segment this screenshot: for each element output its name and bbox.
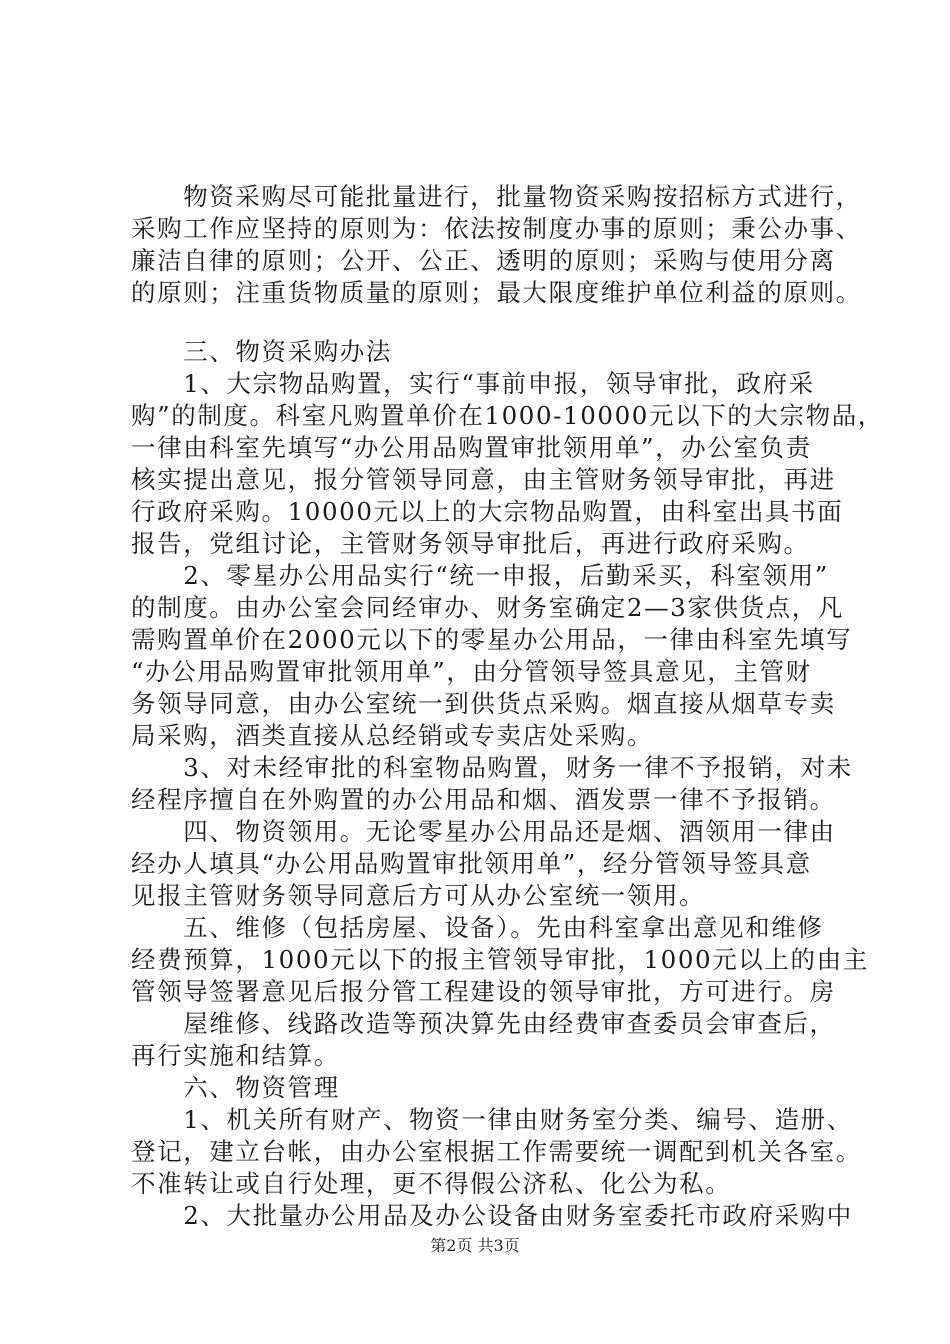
text-line: 1、大宗物品购置，实行“事前申报，领导审批，政府采 bbox=[131, 369, 815, 398]
text-line: “办公用品购置审批领用单”，由分管领导签具意见，主管财 bbox=[131, 657, 812, 686]
section-heading: 三、物资采购办法 bbox=[131, 337, 392, 366]
text-line: 的制度。由办公室会同经审办、财务室确定2—3家供货点，凡 bbox=[131, 593, 844, 622]
page-footer: 第2页 共3页 bbox=[430, 1236, 520, 1255]
text-line: 务领导同意，由办公室统一到供货点采购。烟直接从烟草专卖 bbox=[131, 689, 836, 718]
text-line: 屋维修、线路改造等预决算先由经费审查委员会审查后， bbox=[131, 1009, 836, 1038]
text-line: 不准转让或自行处理，更不得假公济私、化公为私。 bbox=[131, 1169, 732, 1198]
text-line: 核实提出意见，报分管领导同意，由主管财务领导审批，再进 bbox=[131, 465, 836, 494]
text-line: 2、大批量办公用品及办公设备由财务室委托市政府采购中 bbox=[131, 1201, 853, 1230]
text-line: 廉洁自律的原则；公开、公正、透明的原则；采购与使用分离 bbox=[131, 246, 836, 275]
text-line: 见报主管财务领导同意后方可从办公室统一领用。 bbox=[131, 881, 706, 910]
text-line: 经办人填具“办公用品购置审批领用单”，经分管领导签具意 bbox=[131, 849, 812, 878]
text-line: 经费预算，1000元以下的报主管领导审批，1000元以上的由主 bbox=[131, 945, 869, 974]
text-line: 一律由科室先填写“办公用品购置审批领用单”，办公室负责 bbox=[131, 433, 812, 462]
text-line: 管领导签署意见后报分管工程建设的领导审批，方可进行。房 bbox=[131, 977, 836, 1006]
text-line: 再行实施和结算。 bbox=[131, 1041, 340, 1070]
text-line: 需购置单价在2000元以下的零星办公用品，一律由科室先填写 bbox=[131, 625, 853, 654]
section-heading: 五、维修（包括房屋、设备）。先由科室拿出意见和维修 bbox=[131, 913, 824, 942]
text-line: 报告，党组讨论，主管财务领导审批后，再进行政府采购。 bbox=[131, 529, 810, 558]
text-line: 登记，建立台帐，由办公室根据工作需要统一调配到机关各室。 bbox=[131, 1137, 862, 1166]
section-heading: 六、物资管理 bbox=[131, 1073, 340, 1102]
text-line: 局采购，酒类直接从总经销或专卖店处采购。 bbox=[131, 721, 653, 750]
text-line: 3、对未经审批的科室物品购置，财务一律不予报销，对未 bbox=[131, 753, 853, 782]
text-line: 1、机关所有财产、物资一律由财务室分类、编号、造册、 bbox=[131, 1105, 853, 1134]
text-line: 的原则；注重货物质量的原则；最大限度维护单位利益的原则。 bbox=[131, 278, 862, 307]
text-line: 2、零星办公用品实行“统一申报，后勤采买，科室领用” bbox=[131, 561, 829, 590]
text-line: 行政府采购。10000元以上的大宗物品购置，由科室出具书面 bbox=[131, 497, 844, 526]
text-line: 购”的制度。科室凡购置单价在1000-10000元以下的大宗物品， bbox=[131, 401, 884, 430]
text-line: 物资采购尽可能批量进行，批量物资采购按招标方式进行， bbox=[131, 182, 862, 211]
section-heading: 四、物资领用。无论零星办公用品还是烟、酒领用一律由 bbox=[131, 817, 836, 846]
text-line: 经程序擅自在外购置的办公用品和烟、酒发票一律不予报销。 bbox=[131, 785, 836, 814]
text-line: 采购工作应坚持的原则为：依法按制度办事的原则；秉公办事、 bbox=[131, 214, 862, 243]
